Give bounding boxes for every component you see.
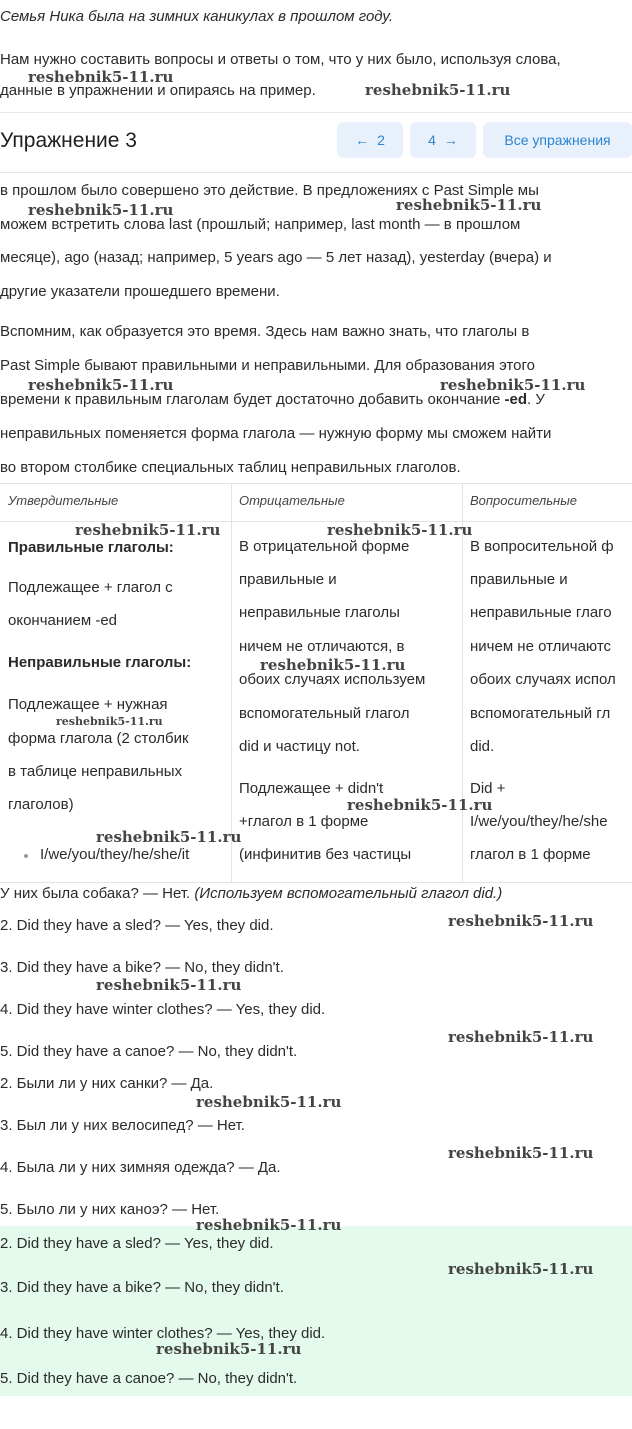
theory-line: во втором столбике специальных таблиц неправильных глаголов. [0,459,461,476]
table-header-interrogative: Вопросительные [470,493,577,508]
irregular-verbs-text: в таблице неправильных [8,763,183,780]
regular-verbs-text: Подлежащее + глагол с [8,579,173,596]
negative-text: ничем не отличаются, в [239,638,405,655]
theory-line: можем встретить слова last (прошлый; например, last month — в прошлом [0,216,521,233]
header-divider-top [0,112,632,113]
table-header-negative: Отрицательные [239,493,345,508]
watermark: reshebnik5-11.ru [327,521,473,539]
question-text: обоих случаях испол [470,671,616,688]
russian-answer: 3. Был ли у них велосипед? — Нет. [0,1117,245,1134]
next-exercise-button[interactable] [410,122,476,158]
question-formula: глагол в 1 форме [470,846,591,863]
final-answer: 3. Did they have a bike? — No, they didn't. [0,1279,284,1296]
question-text: ничем не отличаютс [470,638,612,655]
english-answer: 2. Did they have a sled? — Yes, they did. [0,917,274,934]
irregular-verbs-text: форма глагола (2 столбик [8,730,189,747]
irregular-verbs-title: Неправильные глаголы: [8,654,192,671]
negative-text: правильные и [239,571,337,588]
all-exercises-label: Все упражнения [504,132,611,148]
watermark: reshebnik5-11.ru [56,715,163,728]
ed-ending: -ed [504,391,528,408]
prev-exercise-button[interactable] [337,122,403,158]
table-border [462,483,463,883]
negative-text: did и частицу not. [239,738,360,755]
watermark: reshebnik5-11.ru [28,376,174,394]
watermark: reshebnik5-11.ru [448,1028,594,1046]
russian-answer: 5. Было ли у них каноэ? — Нет. [0,1201,220,1218]
watermark: reshebnik5-11.ru [448,912,594,930]
theory-line: месяце), ago (назад; например, 5 years ago — 5 лет назад), yesterday (вчера) и [0,249,552,266]
question-text: вспомогательный гл [470,705,611,722]
past-simple-table [0,483,632,883]
negative-text: вспомогательный глагол [239,705,410,722]
watermark: reshebnik5-11.ru [448,1260,594,1278]
watermark: reshebnik5-11.ru [448,1144,594,1162]
table-border [0,882,632,883]
final-answer: 4. Did they have winter clothes? — Yes, they did. [0,1325,326,1342]
watermark: reshebnik5-11.ru [396,196,542,214]
watermark: reshebnik5-11.ru [28,68,174,86]
final-answer: 5. Did they have a canoe? — No, they didn't. [0,1370,298,1387]
theory-line: Past Simple бывают правильными и неправильными. Для образования этого [0,357,535,374]
table-border [231,483,232,883]
bullet-icon [24,854,28,858]
negative-text: В отрицательной форме [239,538,410,555]
page-title: Упражнение 3 [0,129,137,152]
prev-exercise-label: 2 [377,132,385,148]
watermark: reshebnik5-11.ru [96,976,242,994]
regular-verbs-text: окончанием -ed [8,612,118,629]
theory-line: в прошлом было совершено это действие. В предложениях с Past Simple мы [0,182,539,199]
negative-text: неправильные глаголы [239,604,400,621]
question-text: неправильные глаго [470,604,612,621]
negative-text: обоих случаях используем [239,671,426,688]
irregular-verbs-text: Подлежащее + нужная [8,696,168,713]
watermark: reshebnik5-11.ru [28,201,174,219]
example-question: У них была собака? — Нет. [0,885,195,902]
final-answer: 2. Did they have a sled? — Yes, they did. [0,1235,274,1252]
english-answer: 3. Did they have a bike? — No, they didn't. [0,959,284,976]
table-header-affirmative: Утвердительные [8,493,119,508]
table-border [0,483,632,484]
negative-formula: +глагол в 1 форме [239,813,369,830]
negative-formula: Подлежащее + didn't [239,780,384,797]
question-text: В вопросительной ф [470,538,614,555]
question-formula: Did + [470,780,506,797]
question-text: правильные и [470,571,568,588]
theory-line: Вспомним, как образуется это время. Здесь нам важно знать, что глаголы в [0,323,530,340]
all-exercises-button[interactable] [483,122,632,158]
russian-answer: 2. Были ли у них санки? — Да. [0,1075,214,1092]
english-answer: 4. Did they have winter clothes? — Yes, they did. [0,1001,326,1018]
theory-line: неправильных поменяется форма глагола — нужную форму мы сможем найти [0,425,552,442]
irregular-verbs-text: глаголов) [8,796,74,813]
english-answer: 5. Did they have a canoe? — No, they didn't. [0,1043,298,1060]
example-line [0,884,502,904]
negative-formula: (инфинитив без частицы [239,846,412,863]
intro-line-3: данные в упражнении и опираясь на пример. [0,82,316,99]
theory-text: . У [527,391,545,408]
watermark: reshebnik5-11.ru [96,828,242,846]
watermark: reshebnik5-11.ru [75,521,221,539]
regular-verbs-title: Правильные глаголы: [8,539,174,556]
watermark: reshebnik5-11.ru [196,1216,342,1234]
next-exercise-label: 4 [428,132,436,148]
example-note: (Используем вспомогательный глагол did.) [194,885,503,902]
arrow-left-icon: ← [355,132,370,148]
header-divider-bottom [0,172,632,173]
watermark: reshebnik5-11.ru [440,376,586,394]
arrow-right-icon: → [443,132,458,148]
question-formula: I/we/you/they/he/she [470,813,608,830]
watermark: reshebnik5-11.ru [156,1340,302,1358]
theory-text: времени к правильным глаголам будет достаточно добавить окончание [0,391,505,408]
intro-line-1: Семья Ника была на зимних каникулах в прошлом году. [0,8,394,25]
watermark: reshebnik5-11.ru [196,1093,342,1111]
intro-line-2: Нам нужно составить вопросы и ответы о том, что у них было, используя слова, [0,51,561,68]
theory-line: другие указатели прошедшего времени. [0,283,280,300]
watermark: reshebnik5-11.ru [260,656,406,674]
pronouns-list: I/we/you/they/he/she/it [40,846,190,863]
watermark: reshebnik5-11.ru [347,796,493,814]
question-text: did. [470,738,495,755]
russian-answer: 4. Была ли у них зимняя одежда? — Да. [0,1159,281,1176]
watermark: reshebnik5-11.ru [365,81,511,99]
